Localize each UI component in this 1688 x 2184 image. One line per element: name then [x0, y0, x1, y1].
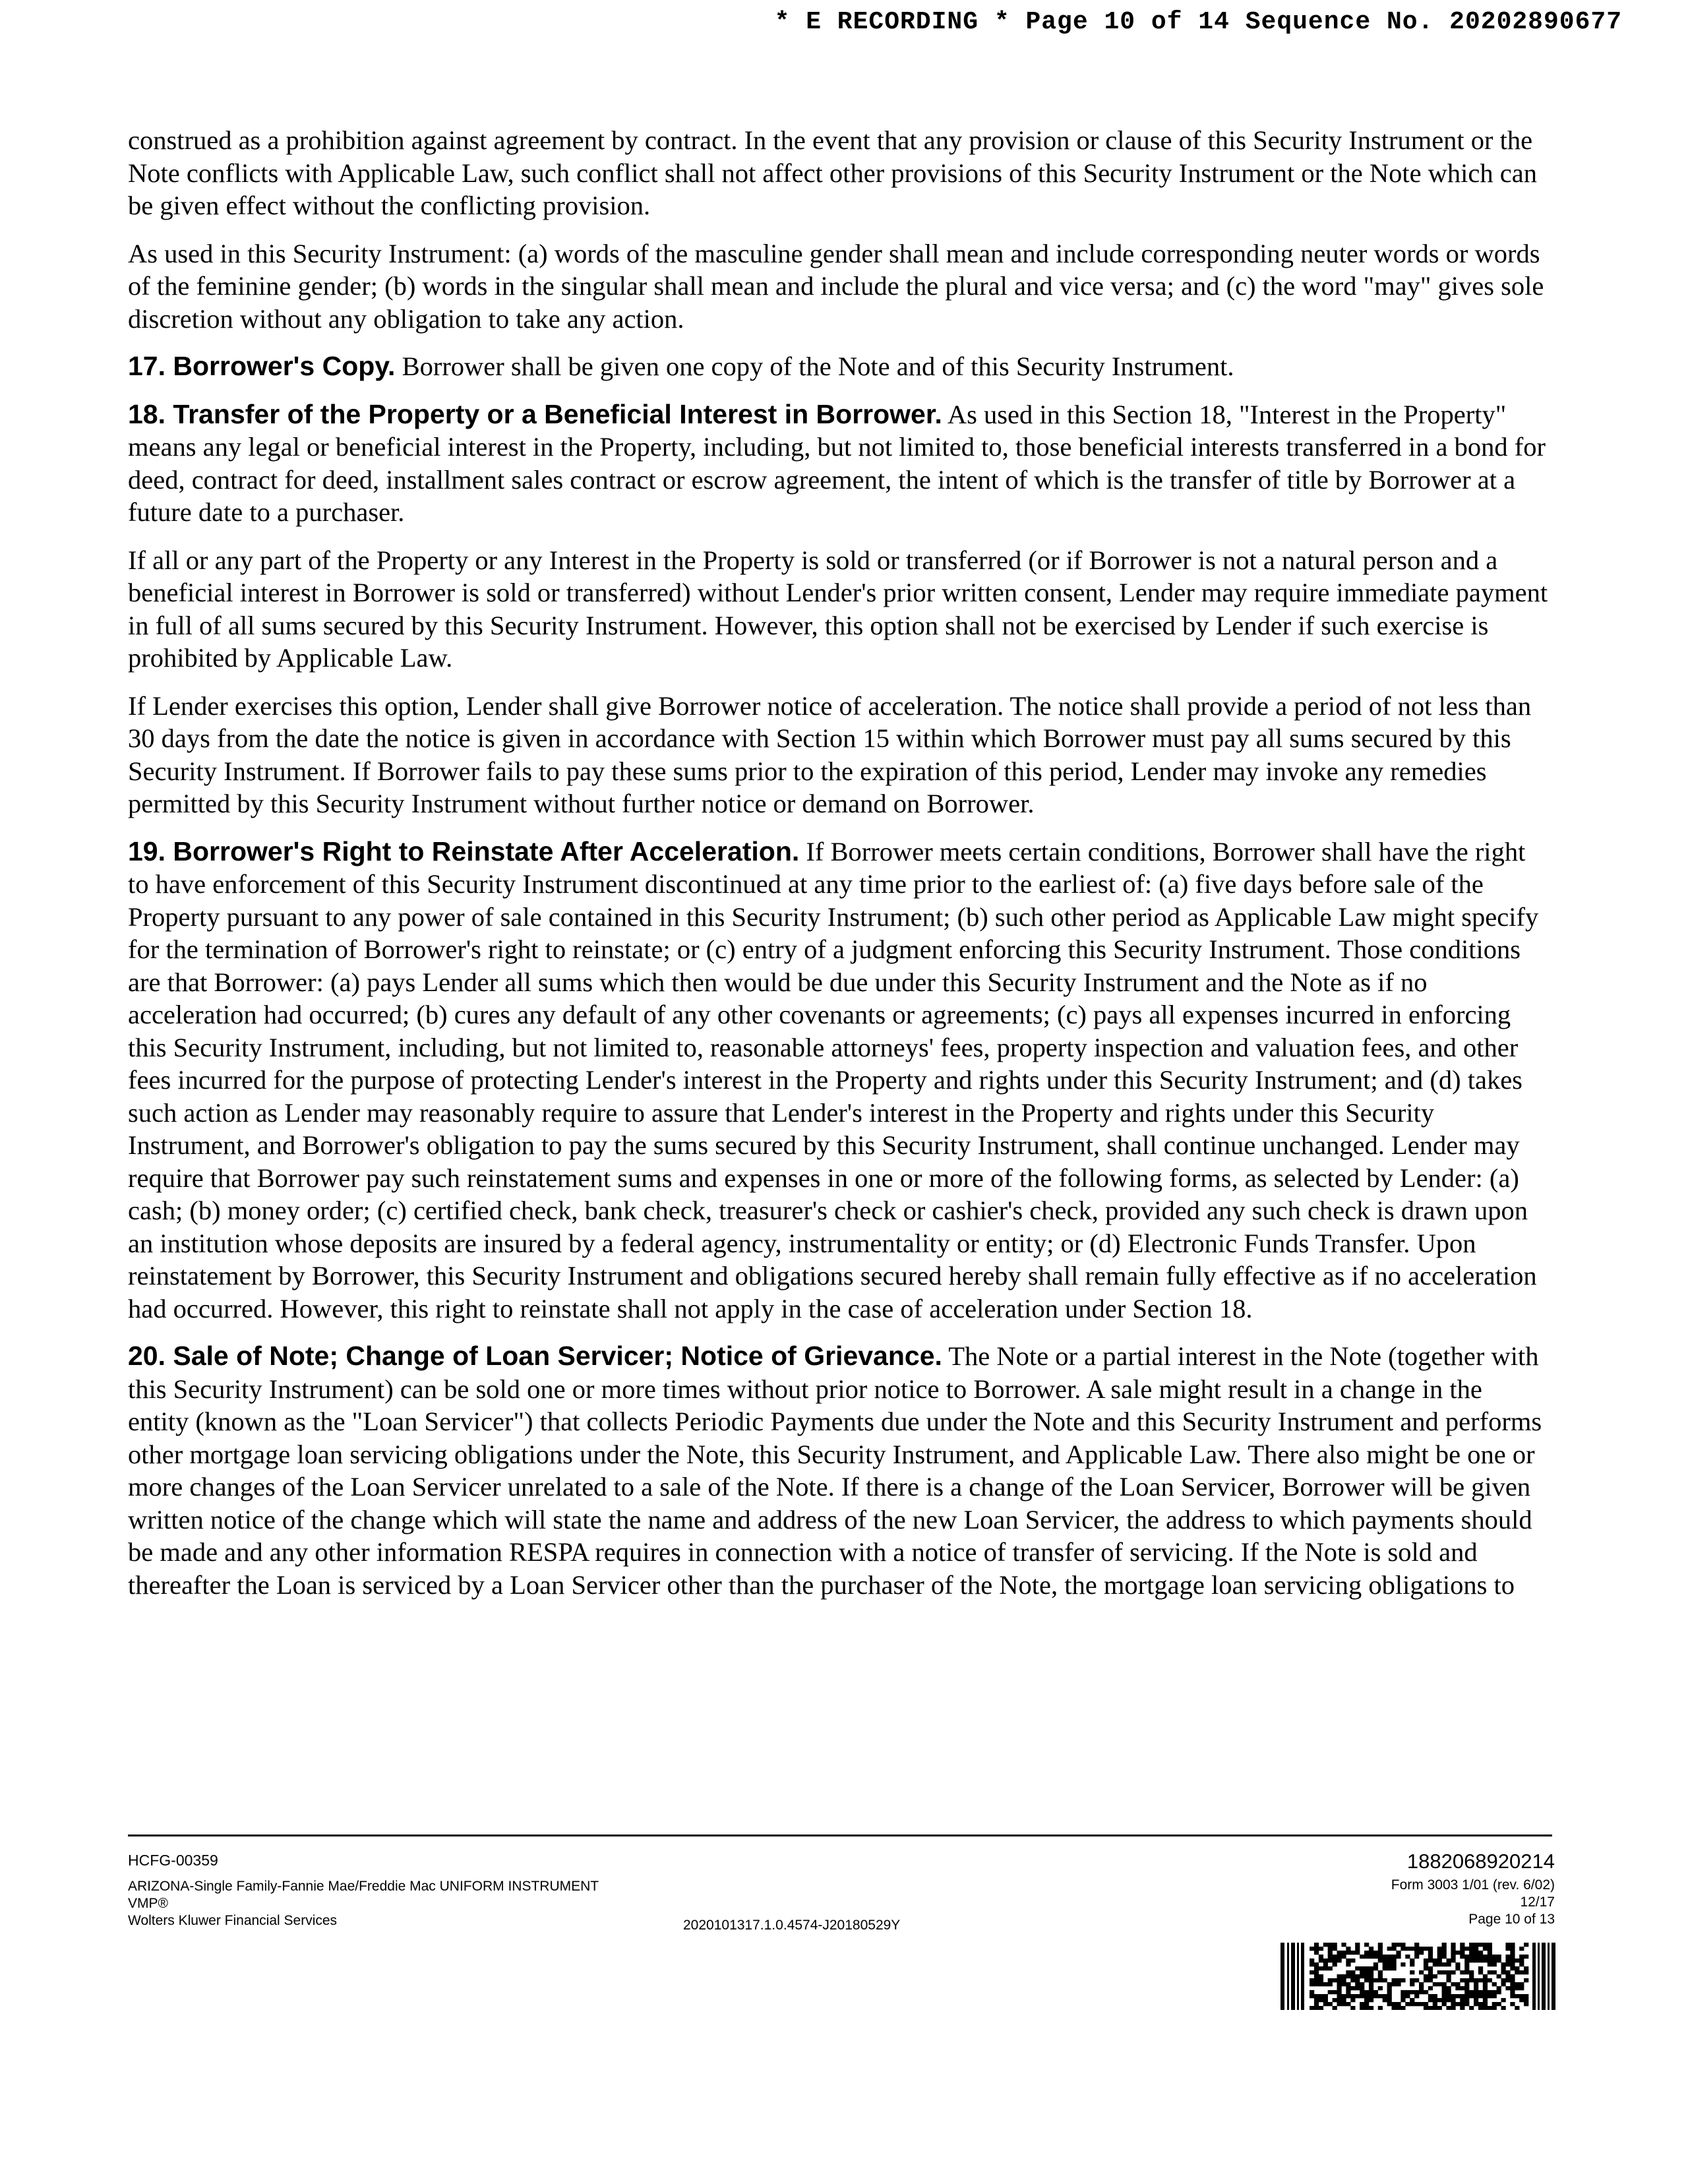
section-17-heading: 17. Borrower's Copy.	[128, 351, 396, 381]
form-title: ARIZONA-Single Family-Fannie Mae/Freddie Mac UNIFORM INSTRUMENT	[128, 1879, 599, 1894]
vmp-mark: VMP®	[128, 1896, 168, 1911]
form-code: HCFG-00359	[128, 1852, 218, 1869]
footer-divider	[128, 1835, 1552, 1836]
paragraph-gender-usage: As used in this Security Instrument: (a) words of the masculine gender shall mean and include corresponding neuter words or words of the feminine gender; (b) words in the singular shall mean and include the plural and vice versa; and (c) the word "may" gives sole discretion without any obligation to take any action.	[128, 238, 1544, 334]
section-18-text: As used in this Section 18, "Interest in the Property" means any legal or beneficial interest in the Property, including, but not limited to, those beneficial interests transferred in a bond for deed, contract for deed, installment sales contract or escrow agreement, the intent of which is the transfer of title by Borrower at a future date to a purchaser.	[128, 399, 1546, 527]
section-20-heading: 20. Sale of Note; Change of Loan Servicer; Notice of Grievance.	[128, 1341, 942, 1371]
form-number: Form 3003 1/01 (rev. 6/02)	[1391, 1877, 1555, 1893]
section-18-paragraph-2: If all or any part of the Property or any Interest in the Property is sold or transferred (or if Borrower is not a natural person and a beneficial interest in Borrower is sold or transferred) without Lender's prior written consent, Lender may require immediate payment in full of all sums secured by this Security Instrument. However, this option shall not be exercised by Lender if such exercise is prohibited by Applicable Law.	[128, 545, 1548, 673]
footer-right	[1391, 1849, 1555, 1928]
document-body	[128, 124, 1550, 1616]
section-18	[128, 398, 1550, 529]
section-19-heading: 19. Borrower's Right to Reinstate After Acceleration.	[128, 835, 800, 866]
section-19-text: If Borrower meets certain conditions, Borrower shall have the right to have enforcement of this Security Instrument discontinued at any time prior to the earliest of: (a) five days before sale of the Property pursuant to any power of sale contained in this Security Instrument; (b) such other period as Applicable Law might specify for the termination of Borrower's right to reinstate; or (c) entry of a judgment enforcing this Security Instrument. Those conditions are that Borrower: (a) pays Lender all sums which then would be due under this Security Instrument and the Note as if no acceleration had occurred; (b) cures any default of any other covenants or agreements; (c) pays all expenses incurred in enforcing this Security Instrument, including, but not limited to, reasonable attorneys' fees, property inspection and valuation fees, and other fees incurred for the purpose of protecting Lender's interest in the Property and rights under this Security Instrument; and (d) takes such action as Lender may reasonably require to assure that Lender's interest in the Property and rights under this Security Instrument, and Borrower's obligation to pay the sums secured by this Security Instrument, shall continue unchanged. Lender may require that Borrower pay such reinstatement sums and expenses in one or more of the following forms, as selected by Lender: (a) cash; (b) money order; (c) certified check, bank check, treasurer's check or cashier's check, provided any such check is drawn upon an institution whose deposits are insured by a federal agency, instrumentality or entity; or (d) Electronic Funds Transfer. Upon reinstatement by Borrower, this Security Instrument and obligations secured hereby shall remain fully effective as if no acceleration had occurred. However, this right to reinstate shall not apply in the case of acceleration under Section 18.	[128, 836, 1539, 1323]
publisher: Wolters Kluwer Financial Services	[128, 1913, 338, 1928]
loan-number: 1882068920214	[1406, 1850, 1555, 1873]
section-18-paragraph-3: If Lender exercises this option, Lender shall give Borrower notice of acceleration. The notice shall provide a period of not less than 30 days from the date the notice is given in accordance with Section 15 within which Borrower must pay all sums secured by this Security Instrument. If Borrower fails to pay these sums prior to the expiration of this period, Lender may invoke any remedies permitted by this Security Instrument without further notice or demand on Borrower.	[128, 690, 1532, 818]
barcode	[1281, 1943, 1556, 2010]
section-19	[128, 835, 1550, 1325]
footer-left	[128, 1852, 599, 1929]
section-20	[128, 1340, 1550, 1601]
section-20-text: The Note or a partial interest in the Note (together with this Security Instrument) can be sold one or more times without prior notice to Borrower. A sale might result in a change in the entity (known as the "Loan Servicer") that collects Periodic Payments due under the Note and this Security Instrument and performs other mortgage loan servicing obligations under the Note, this Security Instrument, and Applicable Law. There also might be one or more changes of the Loan Servicer unrelated to a sale of the Note. If there is a change of the Loan Servicer, Borrower will be given written notice of the change which will state the name and address of the new Loan Servicer, the address to which payments should be made and any other information RESPA requires in connection with a notice of transfer of servicing. If the Note is sold and thereafter the Loan is serviced by a Loan Servicer other than the purchaser of the Note, the mortgage loan servicing obligations to	[128, 1341, 1542, 1600]
section-17-text: Borrower shall be given one copy of the Note and of this Security Instrument.	[395, 351, 1234, 381]
section-17	[128, 350, 1550, 383]
paragraph-construed: construed as a prohibition against agreement by contract. In the event that any provision or clause of this Security Instrument or the Note conflicts with Applicable Law, such conflict shall not affect other provisions of this Security Instrument or the Note which can be given effect without the conflicting provision.	[128, 125, 1537, 220]
page-label: Page 10 of 13	[1468, 1912, 1555, 1927]
form-date: 12/17	[1520, 1895, 1555, 1910]
section-18-heading: 18. Transfer of the Property or a Beneficial Interest in Borrower.	[128, 398, 942, 429]
recording-stamp: * E RECORDING * Page 10 of 14 Sequence No. 20202890677	[774, 8, 1622, 36]
document-id: 2020101317.1.0.4574-J20180529Y	[683, 1918, 901, 1933]
